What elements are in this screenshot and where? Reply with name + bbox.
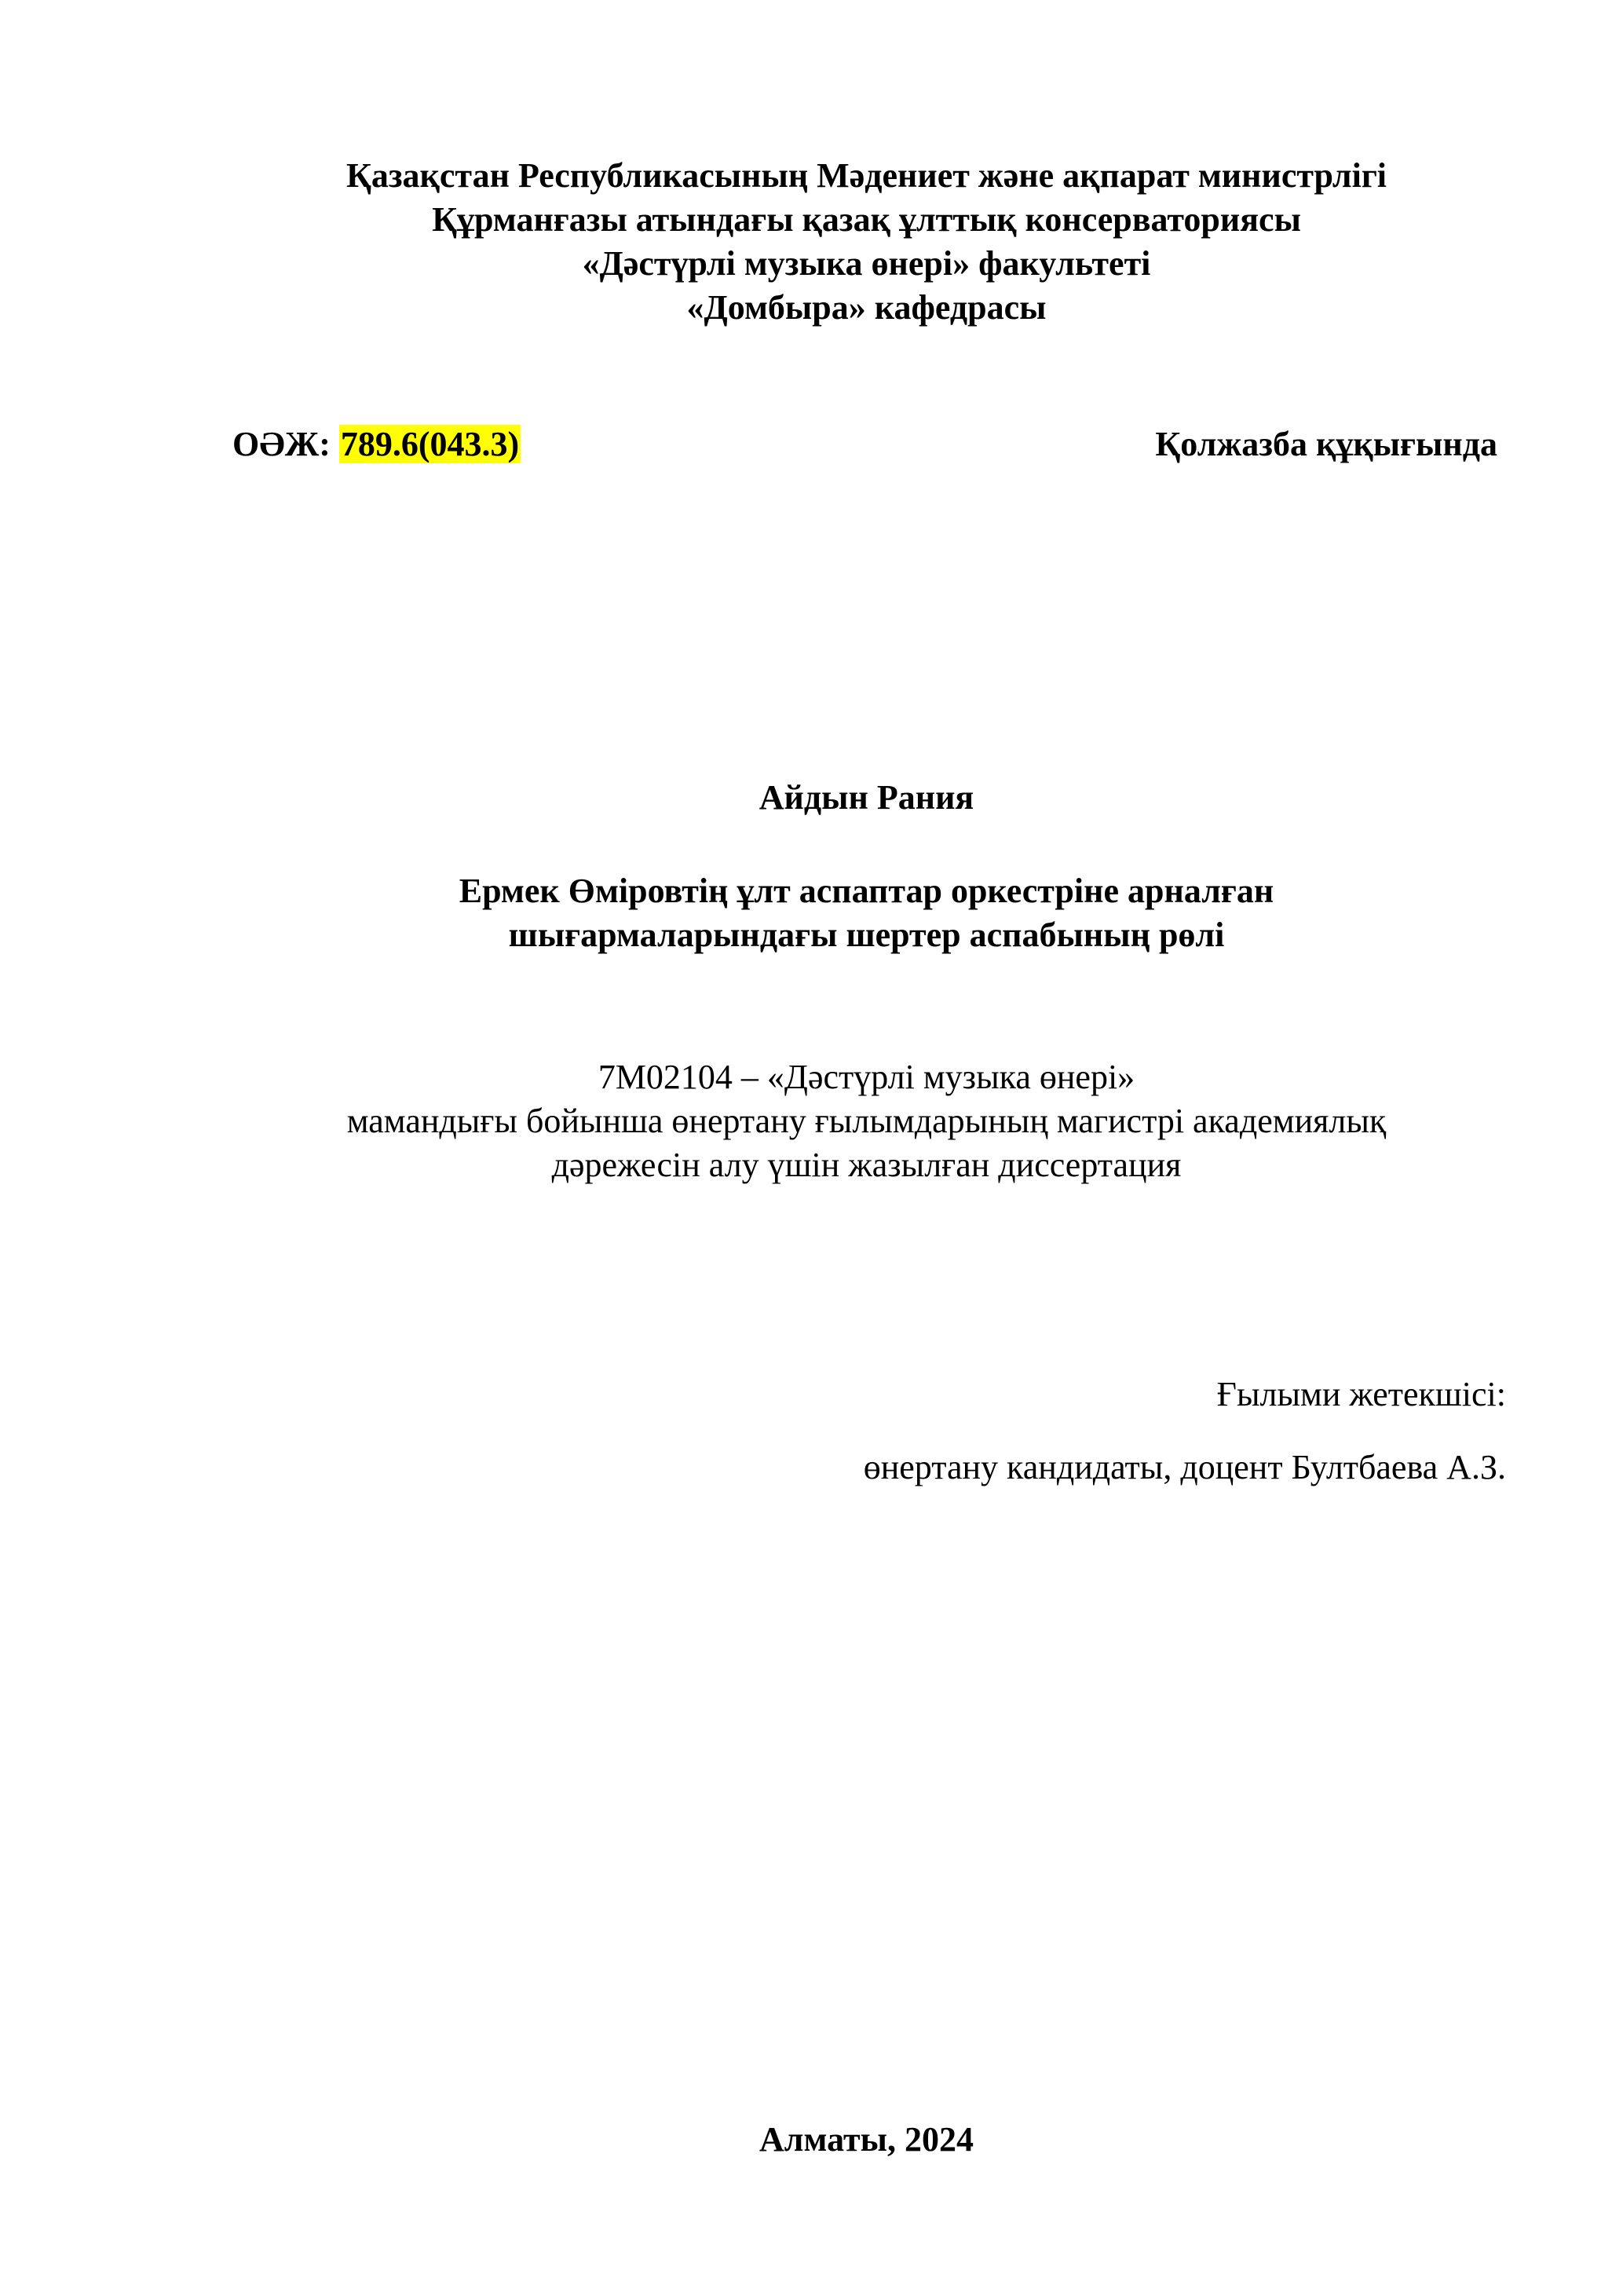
udc-code: 789.6(043.3) [340, 425, 520, 463]
supervisor-name: өнертану кандидаты, доцент Бултбаева А.З. [863, 1448, 1506, 1486]
specialty-line-3: дәрежесін алу үшін жазылған диссертация [551, 1146, 1182, 1184]
specialty-statement [0, 1055, 1623, 1187]
specialty-line-1: 7М02104 – «Дәстүрлі музыка өнері» [598, 1058, 1135, 1096]
title-line-2: шығармаларындағы шертер аспабының рөлі [508, 916, 1225, 954]
specialty-line-2: мамандығы бойынша өнертану ғылымдарының магистрі академиялық [346, 1102, 1387, 1140]
author-name: Айдын Рания [758, 778, 974, 817]
institution-header [0, 154, 1623, 330]
supervisor-label: Ғылыми жетекшісі: [1216, 1375, 1506, 1413]
title-line-1: Ермек Өміровтің ұлт аспаптар оркестріне арналған [459, 872, 1274, 910]
ministry-name: Қазақстан Республикасының Мәдениет және ақпарат министрлігі [345, 156, 1387, 195]
udc-index [232, 422, 521, 466]
dissertation-title [0, 869, 1623, 957]
manuscript-rights: Қолжазба құқығында [1155, 425, 1497, 463]
udc-label: ОӘЖ: [232, 425, 331, 463]
faculty-name: «Дәстүрлі музыка өнері» факультеті [582, 244, 1151, 283]
city-year: Алматы, 2024 [759, 2120, 974, 2159]
conservatory-name: Құрманғазы атындағы қазақ ұлттық консерваториясы [432, 200, 1301, 239]
department-name: «Домбыра» кафедрасы [686, 288, 1047, 327]
